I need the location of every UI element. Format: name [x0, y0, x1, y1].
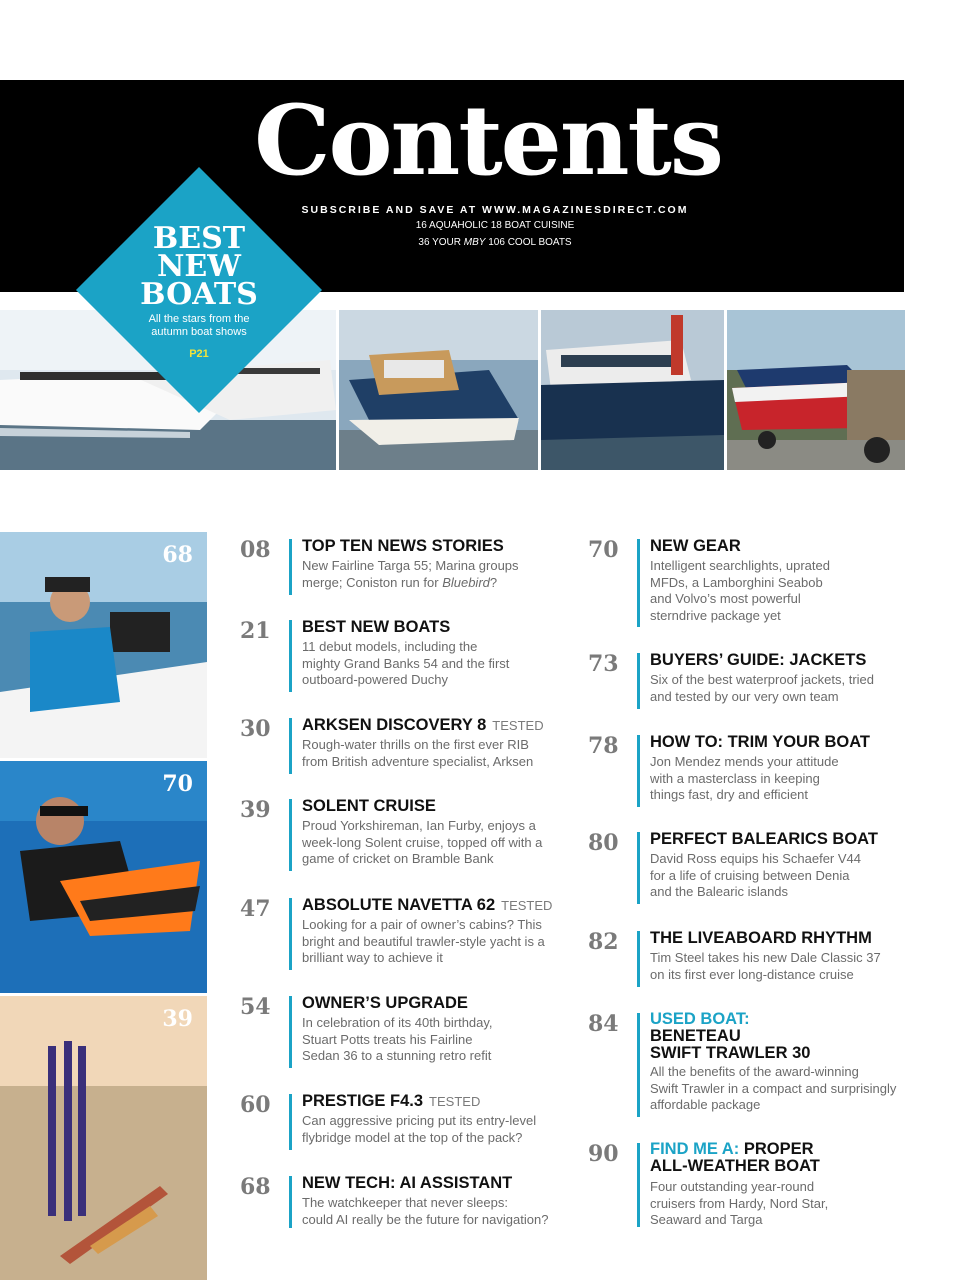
entry-page: 82 [588, 929, 619, 955]
side-photo-39 [0, 996, 207, 1280]
entry-title: PRESTIGE F4.3 [302, 1092, 424, 1110]
regulars-line-2: 36 YOUR MBY 106 COOL BOATS [418, 237, 572, 248]
duchy-launch-photo [339, 310, 538, 470]
entry-desc: Four outstanding year-round [650, 1179, 815, 1194]
entry-desc: All the benefits of the award-winning [650, 1064, 859, 1079]
badge-desc-1: All the stars from the [148, 313, 250, 325]
page-title: Contents [254, 84, 722, 197]
entry-title: ARKSEN DISCOVERY 8 [302, 716, 487, 734]
entry-title: BENETEAU [650, 1027, 741, 1045]
entry-desc: In celebration of its 40th birthday, [302, 1015, 493, 1030]
badge-desc-2: autumn boat shows [151, 326, 247, 338]
entry-page: 80 [588, 830, 619, 856]
side-page-68: 68 [162, 542, 193, 568]
side-photo-68 [0, 532, 207, 758]
entry-title: SOLENT CRUISE [302, 797, 436, 815]
entry-desc: The watchkeeper that never sleeps: [302, 1195, 508, 1210]
entry-desc: Tim Steel takes his new Dale Classic 37 [650, 950, 881, 965]
entry-page: 39 [240, 797, 271, 823]
entry-title: BUYERS’ GUIDE: JACKETS [650, 651, 867, 669]
entry-page: 47 [240, 896, 271, 922]
entry-page: 54 [240, 994, 271, 1020]
entry-kicker: FIND ME A: [650, 1140, 740, 1158]
entry-desc: 11 debut models, including the [302, 639, 478, 654]
side-page-70: 70 [162, 771, 193, 797]
badge-page: P21 [189, 348, 209, 360]
entry-desc: Proud Yorkshireman, Ian Furby, enjoys a [302, 818, 536, 833]
entry-page: 21 [240, 618, 271, 644]
entry-page: 84 [588, 1011, 619, 1037]
trailer-boat-photo [727, 310, 905, 470]
entry-title: NEW GEAR [650, 537, 741, 555]
badge-line-1: BEST [152, 221, 246, 256]
entry-page: 90 [588, 1141, 619, 1167]
grand-banks-photo [541, 310, 724, 470]
side-photo-70 [0, 761, 207, 993]
entry-desc: Can aggressive pricing put its entry-level [302, 1113, 537, 1128]
entry-page: 78 [588, 733, 619, 759]
entry-desc: David Ross equips his Schaefer V44 [650, 851, 862, 866]
entry-desc: Jon Mendez mends your attitude [650, 754, 839, 769]
entry-title: PROPER [743, 1140, 814, 1158]
entry-page: 60 [240, 1092, 271, 1118]
entry-title: HOW TO: TRIM YOUR BOAT [650, 733, 870, 751]
entry-title: PERFECT BALEARICS BOAT [650, 830, 878, 848]
badge-line-3: BOATS [140, 277, 258, 312]
tested-tag: TESTED [492, 718, 544, 733]
entry-title: OWNER’S UPGRADE [302, 994, 468, 1012]
entry-desc: Rough-water thrills on the first ever RIB [302, 737, 529, 752]
entry-page: 30 [240, 716, 271, 742]
regulars-line-1: 16 AQUAHOLIC 18 BOAT CUISINE [415, 220, 575, 231]
subscribe-line[interactable]: SUBSCRIBE AND SAVE AT WWW.MAGAZINESDIRECT.COM [301, 204, 689, 216]
entry-desc: Looking for a pair of owner’s cabins? This [302, 917, 542, 932]
tested-tag: TESTED [429, 1094, 481, 1109]
entry-desc: New Fairline Targa 55; Marina groups [302, 558, 519, 573]
entry-title: TOP TEN NEWS STORIES [302, 537, 504, 555]
entry-page: 08 [240, 537, 271, 563]
tested-tag: TESTED [501, 898, 553, 913]
entry-title: ABSOLUTE NAVETTA 62 [302, 896, 496, 914]
best-new-boats-badge[interactable] [76, 167, 322, 413]
entry-title: NEW TECH: AI ASSISTANT [302, 1174, 513, 1192]
badge-line-2: NEW [157, 249, 241, 284]
entry-page: 73 [588, 651, 619, 677]
side-page-39: 39 [162, 1006, 193, 1032]
entry-title: BEST NEW BOATS [302, 618, 451, 636]
entry-page: 70 [588, 537, 619, 563]
entry-page: 68 [240, 1174, 271, 1200]
entry-desc: Six of the best waterproof jackets, tried [650, 672, 874, 687]
entry-title: THE LIVEABOARD RHYTHM [650, 929, 872, 947]
entry-desc: Intelligent searchlights, uprated [650, 558, 830, 573]
entry-kicker: USED BOAT: [650, 1010, 750, 1028]
